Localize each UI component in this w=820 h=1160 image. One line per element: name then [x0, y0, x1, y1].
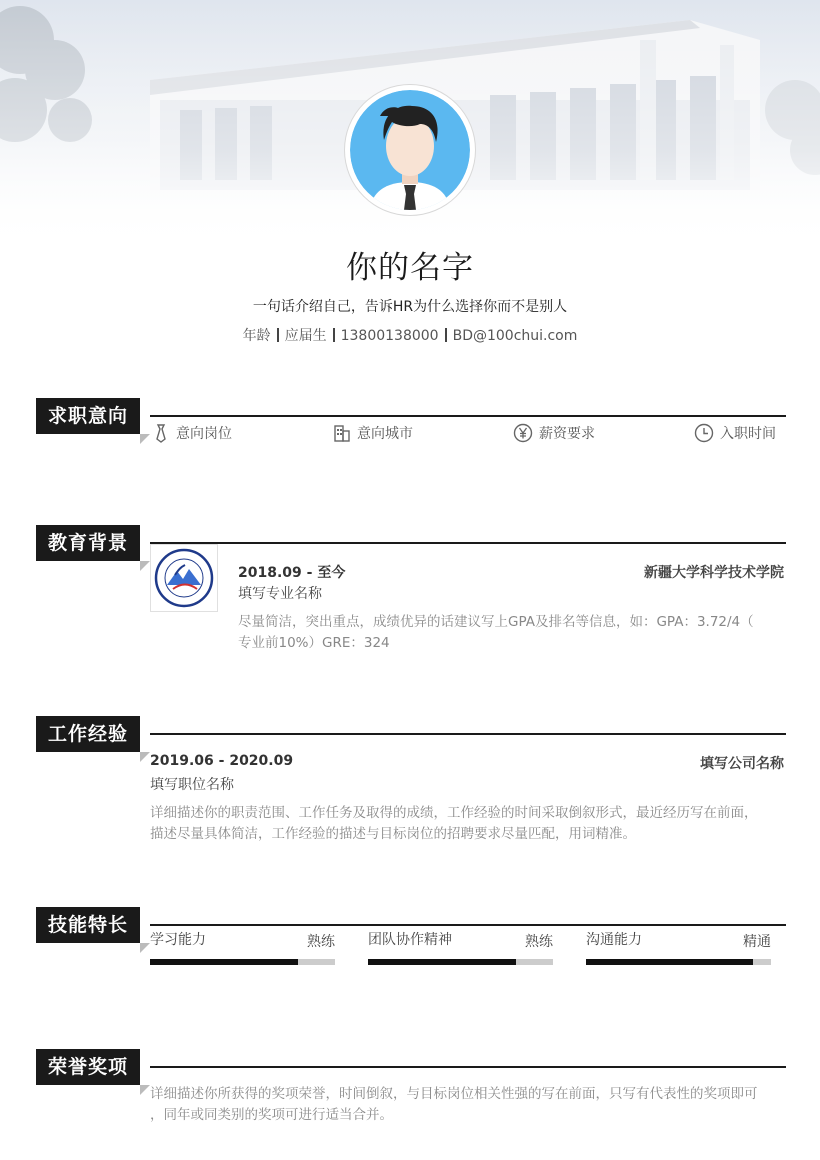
section-rule [150, 415, 786, 417]
skill-name: 沟通能力 [586, 932, 642, 948]
candidate-name: 你的名字 [346, 250, 474, 286]
section-title: 技能特长 [36, 907, 140, 943]
education-date: 2018.09 - 至今 [238, 565, 346, 581]
skill-bar-track [150, 959, 335, 965]
intent-label: 意向岗位 [176, 426, 232, 442]
skill-bar-fill [586, 959, 753, 965]
section-title: 荣誉奖项 [36, 1049, 140, 1085]
school-name: 新疆大学科学技术学院 [644, 565, 784, 581]
intent-start-time [694, 423, 776, 443]
skill-level: 熟练 [307, 934, 335, 950]
intent-salary [513, 423, 595, 443]
tagline: 一句话介绍自己，告诉HR为什么选择你而不是别人 [252, 299, 568, 315]
description-line: 尽量简洁，突出重点，成绩优异的话建议写上GPA及排名等信息，如：GPA：3.72/4（ [238, 614, 754, 630]
section-title: 工作经验 [36, 716, 140, 752]
intent-label: 入职时间 [720, 426, 776, 442]
skill-name: 团队协作精神 [368, 932, 452, 948]
section-rule [150, 1066, 786, 1068]
section-work-experience [0, 716, 820, 856]
avatar [345, 85, 475, 215]
skill-level: 精通 [743, 934, 771, 950]
contact-phone: 13800138000 [340, 328, 439, 344]
intent-position [152, 423, 232, 443]
position-name: 填写职位名称 [150, 777, 234, 793]
contact-email: BD@100chui.com [452, 328, 578, 344]
intent-label: 薪资要求 [539, 426, 595, 442]
section-rule [150, 542, 786, 544]
skill-item [368, 929, 553, 969]
skill-name: 学习能力 [150, 932, 206, 948]
clock-icon [694, 423, 714, 443]
building-icon [333, 423, 351, 443]
tie-icon [152, 423, 170, 443]
description-line: ，同年或同类别的奖项可进行适当合并。 [150, 1107, 393, 1123]
skill-item [150, 929, 335, 969]
section-education [0, 525, 820, 665]
ribbon-fold [140, 434, 150, 444]
description-line: 详细描述你的职责范围、工作任务及取得的成绩，工作经验的时间采取倒叙形式，最近经历写在前面， [150, 805, 758, 821]
work-date: 2019.06 - 2020.09 [150, 753, 294, 769]
section-title: 教育背景 [36, 525, 140, 561]
description-line: 专业前10%）GRE：324 [238, 635, 390, 651]
description-line: 描述尽量具体简洁，工作经验的描述与目标岗位的招聘要求尽量匹配，用词精准。 [150, 826, 636, 842]
skill-item [586, 929, 771, 969]
avatar-person-icon [350, 90, 470, 210]
ribbon-fold [140, 943, 150, 953]
section-honors [0, 1049, 820, 1139]
yen-icon [513, 423, 533, 443]
divider [333, 328, 335, 342]
ribbon-fold [140, 561, 150, 571]
section-rule [150, 733, 786, 735]
section-job-intent [0, 398, 820, 478]
major-name: 填写专业名称 [238, 586, 322, 602]
divider [445, 328, 447, 342]
divider [277, 328, 279, 342]
skill-bar-fill [150, 959, 298, 965]
intent-city [333, 423, 413, 443]
contact-status: 应届生 [284, 328, 327, 344]
skill-bar-fill [368, 959, 516, 965]
skill-bar-track [368, 959, 553, 965]
section-rule [150, 924, 786, 926]
school-logo [150, 544, 218, 612]
contact-age: 年龄 [242, 328, 271, 344]
ribbon-fold [140, 752, 150, 762]
ribbon-fold [140, 1085, 150, 1095]
skill-bar-track [586, 959, 771, 965]
school-emblem-icon [151, 545, 217, 611]
intent-label: 意向城市 [357, 426, 413, 442]
work-description [150, 803, 790, 845]
honors-description [150, 1084, 790, 1126]
skill-level: 熟练 [525, 934, 553, 950]
section-skills [0, 907, 820, 987]
education-description [238, 612, 786, 654]
section-title: 求职意向 [36, 398, 140, 434]
company-name: 填写公司名称 [700, 756, 784, 772]
description-line: 详细描述你所获得的奖项荣誉，时间倒叙，与目标岗位相关性强的写在前面，只写有代表性的奖项即可 [150, 1086, 758, 1102]
contact-line [0, 325, 820, 345]
